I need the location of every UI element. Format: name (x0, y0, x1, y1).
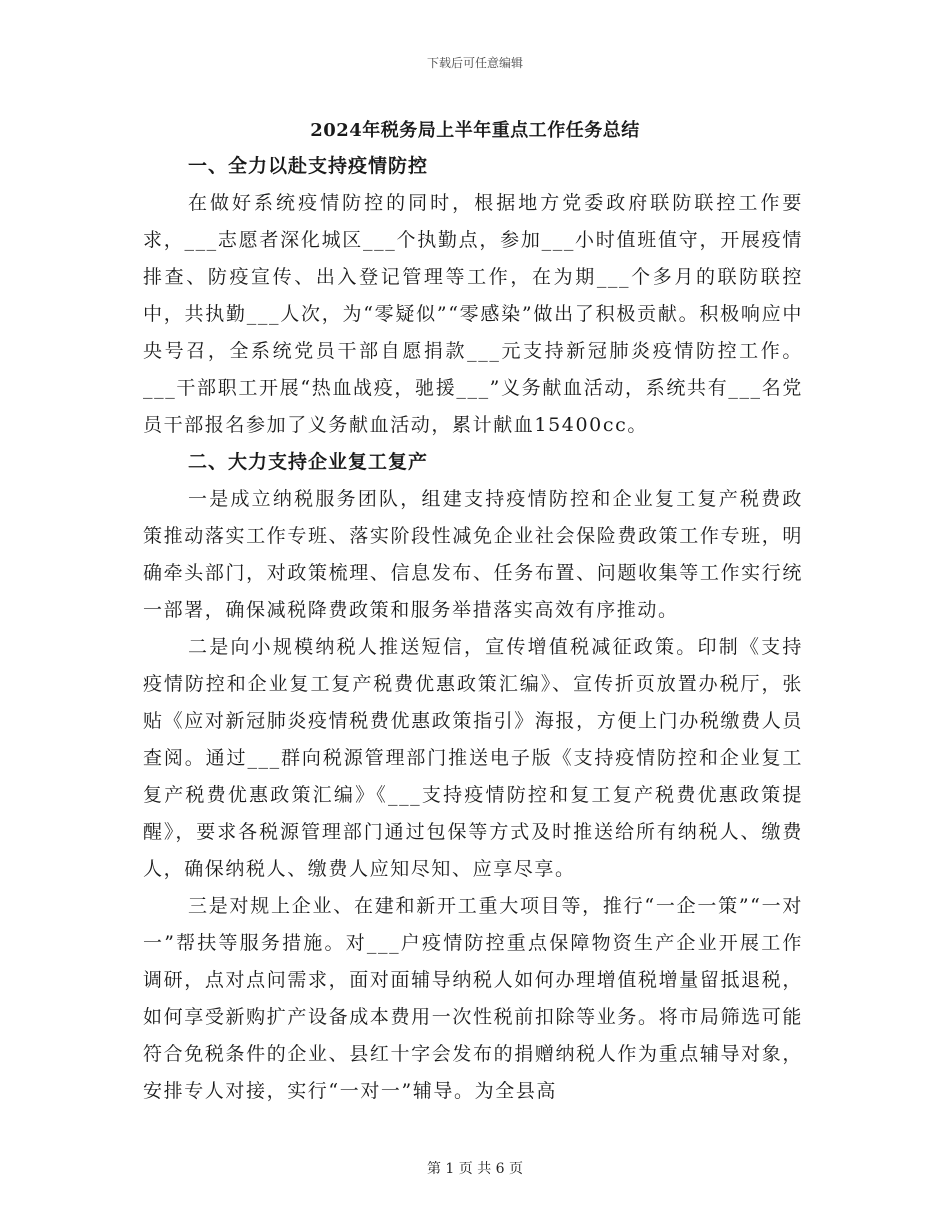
paragraph: 二是向小规模纳税人推送短信，宣传增值税减征政策。印制《支持疫情防控和企业复工复产税费优惠政策汇编》、宣传折页放置办税厅，张贴《应对新冠肺炎疫情税费优惠政策指引》海报，方便上门办税缴费人员查阅。通过___群向税源管理部门推送电子版《支持疫情防控和企业复工复产税费优惠政策汇编》《___支持疫情防控和复工复产税费优惠政策提醒》，要求各税源管理部门通过包保等方式及时推送给所有纳税人、缴费人，确保纳税人、缴费人应知尽知、应享尽享。 (143, 636, 803, 880)
section-heading: 二、大力支持企业复工复产 (188, 451, 429, 473)
header-note: 下载后可任意编辑 (426, 56, 523, 70)
document-body (143, 148, 803, 1110)
paragraph: 三是对规上企业、在建和新开工重大项目等，推行“一企一策”“一对一”帮扶等服务措施。对___户疫情防控重点保障物资生产企业开展工作调研，点对点问需求，面对面辅导纳税人如何办理增值税增量留抵退税，如何享受新购扩产设备成本费用一次性税前扣除等业务。将市局筛选可能符合免税条件的企业、县红十字会发布的捐赠纳税人作为重点辅导对象，安排专人对接，实行“一对一”辅导。为全县高 (143, 895, 803, 1102)
section-heading: 一、全力以赴支持疫情防控 (188, 155, 429, 177)
page-indicator: 第 1 页 共 6 页 (426, 1161, 524, 1177)
page-title: 2024年税务局上半年重点工作任务总结 (310, 120, 640, 141)
paragraph: 一是成立纳税服务团队，组建支持疫情防控和企业复工复产税费政策推动落实工作专班、落实阶段性减免企业社会保险费政策工作专班，明确牵头部门，对政策梳理、信息发布、任务布置、问题收集等工作实行统一部署，确保减税降费政策和服务举措落实高效有序推动。 (143, 488, 803, 621)
paragraph: 在做好系统疫情防控的同时，根据地方党委政府联防联控工作要求，___志愿者深化城区___个执勤点，参加___小时值班值守，开展疫情排查、防疫宣传、出入登记管理等工作，在为期___个多月的联防联控中，共执勤___人次，为“零疑似”“零感染”做出了积极贡献。积极响应中央号召，全系统党员干部自愿捐款___元支持新冠肺炎疫情防控工作。___干部职工开展“热血战疫，驰援___”义务献血活动，系统共有___名党员干部报名参加了义务献血活动，累计献血15400cc。 (143, 192, 803, 436)
